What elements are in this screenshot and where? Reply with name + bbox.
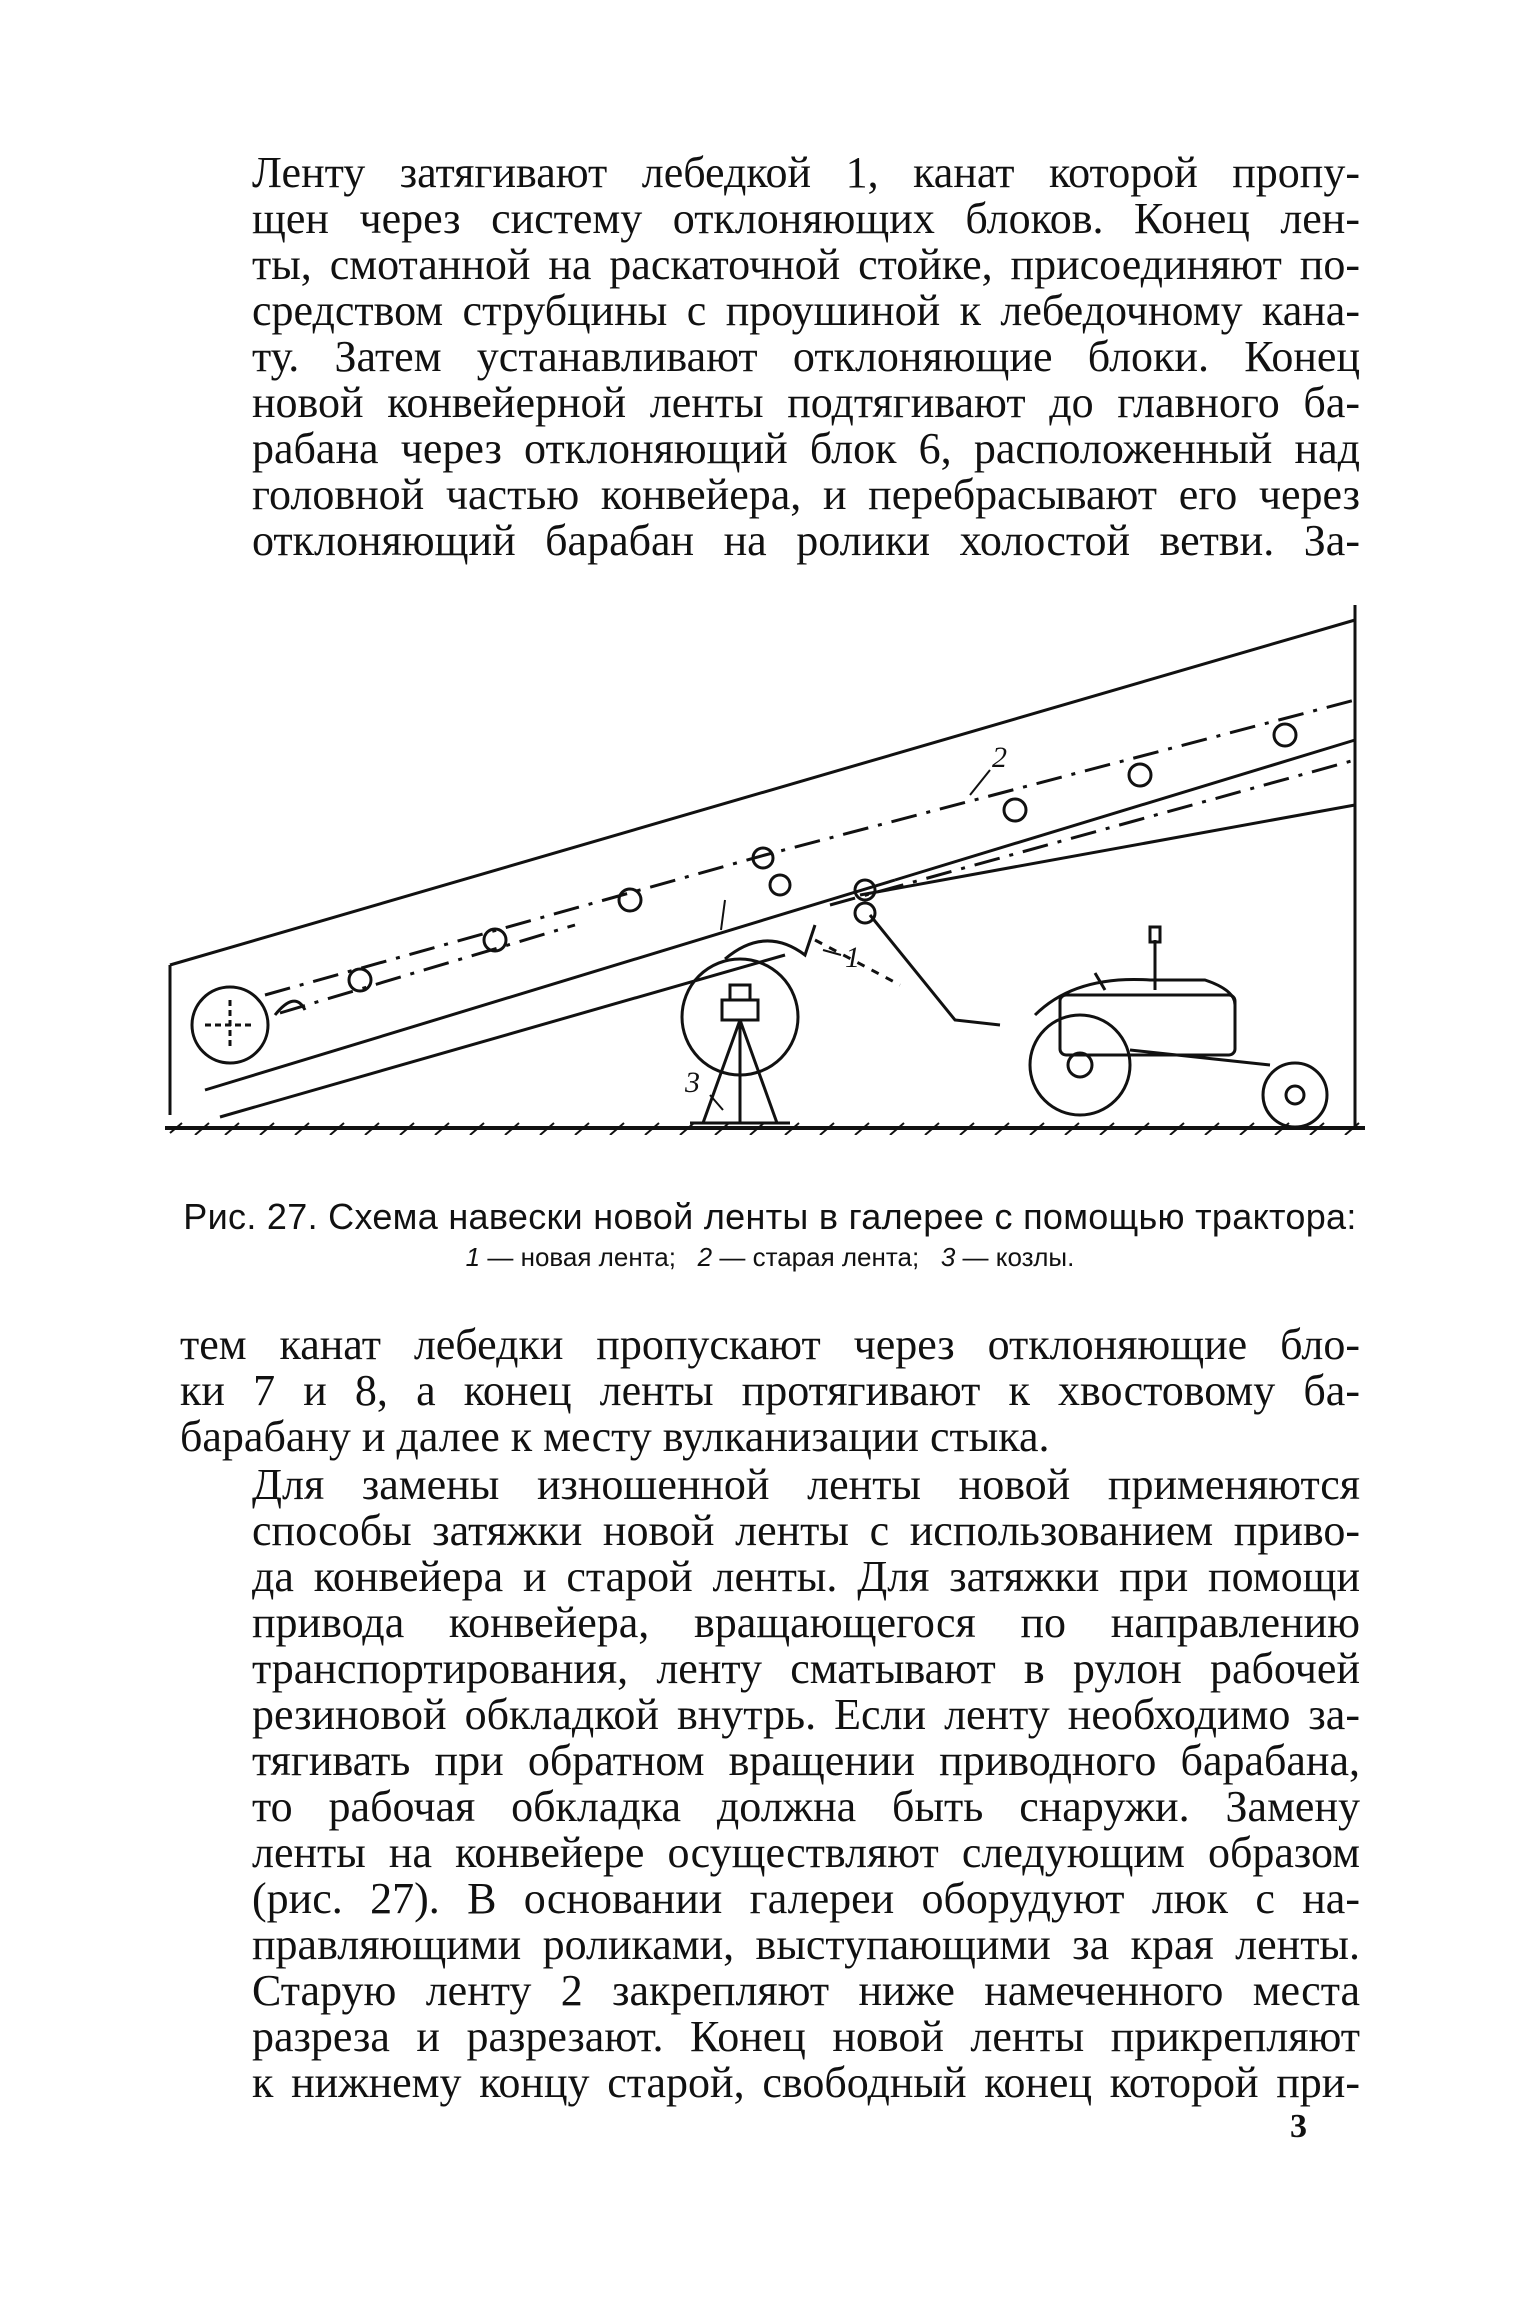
- text-line: отклоняющий барабан на ролики холостой ветви. За-: [252, 516, 1360, 565]
- label-2: 2: [992, 741, 1007, 774]
- page-number: 3: [1290, 2108, 1307, 2145]
- idler-roller: [349, 969, 371, 991]
- text-line: рабана через отклоняющий блок 6, расположенный над: [252, 424, 1360, 473]
- text-line: головной частью конвейера, и перебрасывают его через: [252, 470, 1360, 519]
- idler-roller: [619, 889, 641, 911]
- legend-number: 3: [940, 1242, 956, 1272]
- text-line: Для замены изношенной ленты новой применяются: [252, 1460, 1360, 1509]
- deflecting-block: [855, 903, 875, 923]
- trestle-leg: [740, 1020, 777, 1123]
- idler-roller: [1129, 764, 1151, 786]
- old-belt: [265, 700, 1355, 995]
- legend-text: — старая лента;: [719, 1242, 920, 1272]
- legend-number: 1: [465, 1242, 481, 1272]
- paragraph-3: [180, 1462, 1360, 2106]
- paragraph-2: [180, 1322, 1360, 1460]
- label-3: 3: [685, 1066, 700, 1099]
- label-1: 1: [845, 941, 860, 974]
- text-line: Ленту затягивают лебедкой 1, канат которой пропу-: [252, 148, 1360, 197]
- text-line: ленты на конвейере осуществляют следующим образом: [252, 1828, 1360, 1877]
- text-line: тягивать при обратном вращении приводного барабана,: [252, 1736, 1360, 1785]
- deflecting-block: [770, 875, 790, 895]
- leader-line-2: [970, 770, 990, 795]
- text-line: ки 7 и 8, а конец ленты протягивают к хвостовому ба-: [180, 1366, 1360, 1415]
- idler-roller: [1274, 724, 1296, 746]
- text-line: способы затяжки новой ленты с использованием приво-: [252, 1506, 1360, 1555]
- text-line: средством струбцины с проушиной к лебедочному кана-: [252, 286, 1360, 335]
- figure-legend: [150, 1242, 1390, 1273]
- paragraph-1: [180, 150, 1360, 564]
- text-line: транспортирования, ленту сматывают в рулон рабочей: [252, 1644, 1360, 1693]
- text-line: к нижнему концу старой, свободный конец которой при-: [252, 2058, 1360, 2107]
- new-belt-lead: [725, 925, 815, 959]
- legend-text: — козлы.: [962, 1242, 1075, 1272]
- legend-text: — новая лента;: [487, 1242, 676, 1272]
- legend-number: 2: [697, 1242, 713, 1272]
- text-line: барабану и далее к месту вулканизации стыка.: [180, 1412, 1050, 1461]
- text-line: тем канат лебедки пропускают через отклоняющие бло-: [180, 1320, 1360, 1369]
- gallery-roof-line: [170, 620, 1355, 965]
- text-line: новой конвейерной ленты подтягивают до главного ба-: [252, 378, 1360, 427]
- text-line: привода конвейера, вращающегося по направлению: [252, 1598, 1360, 1647]
- leader-line-1: [823, 950, 841, 955]
- conveyor-lower-edge: [220, 955, 785, 1117]
- text-line: Старую ленту 2 закрепляют ниже намеченного места: [252, 1966, 1360, 2015]
- old-belt: [830, 760, 1355, 905]
- text-line: щен через систему отклоняющих блоков. Конец лен-: [252, 194, 1360, 243]
- conveyor-lower-edge: [860, 805, 1355, 895]
- conveyor-upper-edge: [895, 740, 1355, 880]
- winch-rope: [870, 915, 1000, 1025]
- text-line: (рис. 27). В основании галереи оборудуют люк с на-: [252, 1874, 1360, 1923]
- trestle-head: [730, 985, 750, 1000]
- text-line: ту. Затем устанавливают отклоняющие блоки. Конец: [252, 332, 1360, 381]
- tractor-icon: [1030, 927, 1327, 1127]
- clamp-mark: [721, 900, 725, 930]
- conveyor-upper-edge: [205, 880, 895, 1090]
- trestle-head: [722, 1000, 758, 1020]
- text-line: разреза и разрезают. Конец новой ленты прикрепляют: [252, 2012, 1360, 2061]
- figure-caption: Рис. 27. Схема навески новой ленты в галерее с помощью трактора:: [183, 1196, 1357, 1237]
- text-line: то рабочая обкладка должна быть снаружи. Замену: [252, 1782, 1360, 1831]
- text-line: резиновой обкладкой внутрь. Если ленту необходимо за-: [252, 1690, 1360, 1739]
- idler-roller: [1004, 799, 1026, 821]
- text-line: правляющими роликами, выступающими за края ленты.: [252, 1920, 1360, 1969]
- text-line: да конвейера и старой ленты. Для затяжки при помощи: [252, 1552, 1360, 1601]
- new-belt-upper: [280, 925, 575, 1013]
- text-line: ты, смотанной на раскаточной стойке, присоединяют по-: [252, 240, 1360, 289]
- conveyor-diagram: [165, 595, 1365, 1135]
